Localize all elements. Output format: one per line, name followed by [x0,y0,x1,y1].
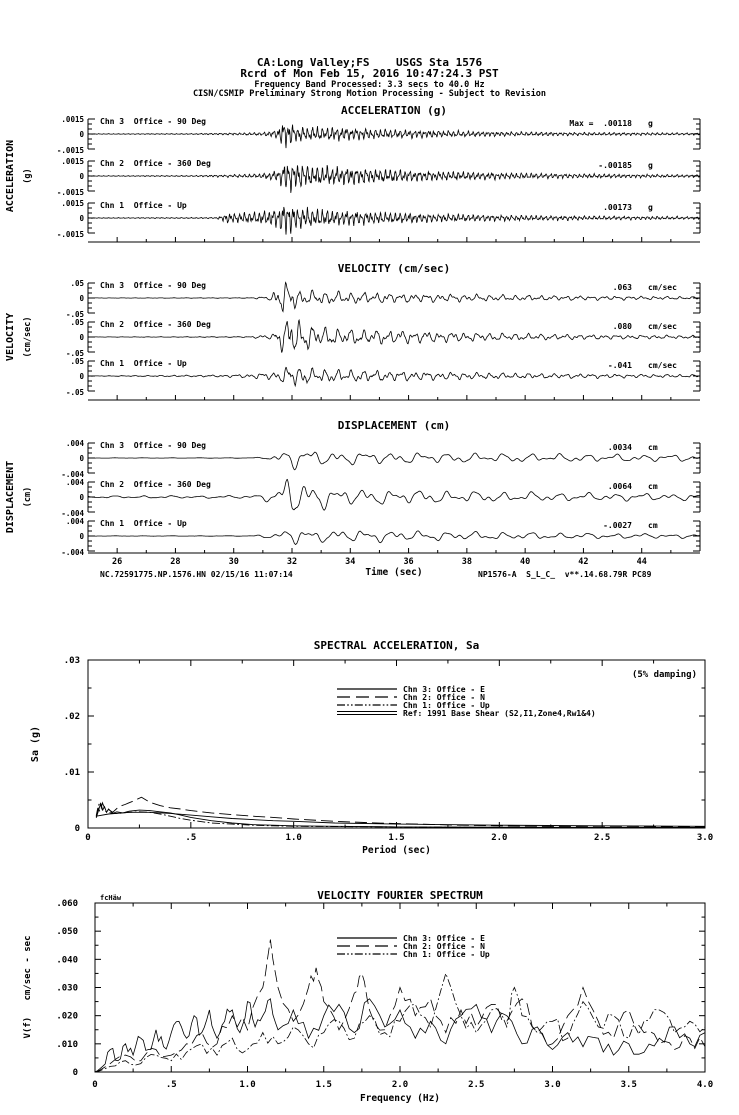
spectral-acceleration-plot [0,640,739,855]
x-tick-label: 1.5 [388,833,405,843]
sa-chart-title: SPECTRAL ACCELERATION, Sa [313,639,480,652]
y-tick-label: .004 [65,439,84,448]
velocity-section-title: VELOCITY (cm/sec) [337,262,451,275]
x-tick-label: 1.0 [239,1080,256,1090]
peak-unit-label: g [648,203,653,212]
time-tick-label: 42 [578,557,589,567]
record-timestamp: Rcrd of Mon Feb 15, 2016 10:47:24.3 PST [240,67,499,80]
y-tick-label: .004 [65,517,84,526]
x-tick-label: 2.0 [391,1080,409,1090]
side-unit-displacement: (cm) [23,486,33,508]
time-axis-label: Time (sec) [365,567,423,578]
x-tick-label: .5 [185,833,197,843]
y-tick-label: -.004 [61,470,84,479]
side-unit-acceleration: (g) [23,168,33,184]
channel-label: Chn 1 Office - Up [100,201,187,210]
x-tick-label: 3.0 [696,833,714,843]
corner-frequency-label: fcHäw [100,894,122,902]
y-tick-label: .0015 [61,115,84,124]
x-tick-label: 3.0 [544,1080,561,1090]
time-tick-label: 40 [520,557,531,567]
y-axis-title: Sa (g) [30,725,41,763]
peak-unit-label: cm [648,443,658,452]
peak-value-label: .080 [612,322,632,331]
side-label-displacement: DISPLACEMENT [5,460,16,534]
y-tick-label: .05 [70,318,84,327]
period-axis-label: Period (sec) [362,845,431,856]
y-tick-label: .050 [56,927,78,938]
damping-note: (5% damping) [631,670,697,680]
station-title: CA:Long Valley;FS USGS Sta 1576 [256,56,483,69]
peak-unit-label: cm/sec [648,322,677,331]
time-tick-label: 26 [112,557,123,567]
x-tick-label: 1.5 [315,1080,332,1090]
y-tick-label: .03 [63,656,80,666]
x-tick-label: .5 [165,1080,177,1090]
legend-label: Chn 1: Office - Up [403,701,490,710]
x-tick-label: 2.5 [468,1080,485,1090]
time-tick-label: 30 [228,557,239,567]
y-tick-label: .030 [56,983,78,994]
time-tick-label: 34 [345,557,356,567]
legend-label: Chn 2: Office - N [403,693,485,702]
y-tick-label: -.05 [65,349,84,358]
x-tick-label: 2.0 [491,833,508,843]
y-tick-label: -.004 [61,509,84,518]
processing-disclaimer: CISN/CSMIP Preliminary Strong Motion Processing - Subject to Revision [192,89,547,99]
fourier-chart-title: VELOCITY FOURIER SPECTRUM [317,889,483,902]
y-tick-label: .0015 [61,199,84,208]
channel-label: Chn 3 Office - 90 Deg [100,281,206,290]
y-tick-label: 0 [79,532,84,541]
peak-value-label: -.00185 [598,161,632,170]
waveform-trace-displacement-3 [88,452,700,470]
y-tick-label: -.0015 [56,230,84,239]
peak-value-label: Max = .00118 [569,119,632,128]
y-tick-label: 0 [79,493,84,502]
y-tick-label: 0 [79,454,84,463]
channel-label: Chn 2 Office - 360 Deg [100,320,211,329]
time-tick-label: 38 [461,557,472,567]
legend-label: Chn 1: Office - Up [403,950,490,959]
x-tick-label: 3.5 [620,1080,637,1090]
y-tick-label: 0 [74,824,80,834]
legend-label: Chn 2: Office - N [403,942,485,951]
y-tick-label: .040 [56,955,78,966]
y-tick-label: .01 [63,768,80,778]
y-tick-label: 0 [79,172,84,181]
y-tick-label: -.0015 [56,188,84,197]
displacement-section-title: DISPLACEMENT (cm) [337,419,451,432]
channel-label: Chn 2 Office - 360 Deg [100,159,211,168]
legend-label: Ref: 1991 Base Shear (S2,I1,Zone4,Rw1&4) [403,709,596,718]
y-tick-label: 0 [79,294,84,303]
waveform-trace-acceleration-3 [88,125,700,149]
peak-value-label: .0064 [607,482,632,491]
y-tick-label: -.05 [65,388,84,397]
velocity-fourier-plot [0,880,739,1115]
y-tick-label: .0015 [61,157,84,166]
waveform-trace-velocity-1 [88,367,700,385]
peak-unit-label: cm/sec [648,283,677,292]
x-tick-label: 2.5 [594,833,611,843]
spectrum-line-chn3 [95,999,705,1072]
peak-value-label: .0034 [607,443,632,452]
y-tick-label: 0 [79,214,84,223]
channel-label: Chn 3 Office - 90 Deg [100,117,206,126]
y-tick-label: .05 [70,279,84,288]
peak-value-label: -.041 [607,361,632,370]
y-tick-label: 0 [79,333,84,342]
y-tick-label: .020 [56,1011,78,1022]
y-tick-label: .060 [56,899,78,909]
x-tick-label: 0 [85,833,91,843]
legend-label: Chn 3: Office - E [403,685,485,694]
peak-unit-label: cm [648,482,658,491]
y-tick-label: -.004 [61,548,84,557]
frequency-axis-label: Frequency (Hz) [359,1093,441,1104]
time-tick-label: 32 [286,557,298,567]
channel-label: Chn 1 Office - Up [100,359,187,368]
time-tick-label: 28 [170,557,181,567]
peak-unit-label: g [648,119,653,128]
peak-unit-label: cm/sec [648,361,677,370]
series-line-chn2 [96,797,705,827]
y-tick-label: .004 [65,478,84,487]
x-tick-label: 1.0 [285,833,302,843]
y-tick-label: 0 [79,372,84,381]
y-tick-label: .02 [63,712,80,722]
channel-label: Chn 3 Office - 90 Deg [100,441,206,450]
side-unit-velocity: (cm/sec) [23,316,33,358]
time-tick-label: 36 [403,557,414,567]
plot-frame [88,660,705,828]
side-label-velocity: VELOCITY [5,312,16,362]
peak-unit-label: g [648,161,653,170]
y-tick-label: .05 [70,357,84,366]
y-tick-label: 0 [72,1068,78,1078]
legend-label: Chn 3: Office - E [403,934,485,943]
frequency-band-note: Frequency Band Processed: 3.3 secs to 40.0 Hz [254,80,485,90]
y-tick-label: -.05 [65,310,84,319]
y-tick-label: .010 [56,1039,78,1050]
y-axis-title: V(f) cm/sec - sec [23,935,33,1039]
waveform-trace-displacement-1 [88,531,700,545]
timeseries-plot [0,100,739,590]
y-tick-label: 0 [79,130,84,139]
channel-label: Chn 1 Office - Up [100,519,187,528]
y-tick-label: -.0015 [56,146,84,155]
peak-value-label: -.0027 [603,521,632,530]
peak-value-label: .00173 [603,203,632,212]
channel-label: Chn 2 Office - 360 Deg [100,480,211,489]
time-tick-label: 44 [636,557,647,567]
peak-value-label: .063 [612,283,632,292]
peak-unit-label: cm [648,521,658,530]
acceleration-section-title: ACCELERATION (g) [341,104,447,117]
record-id-footer: NC.72591775.NP.1576.HN 02/15/16 11:07:14 [100,570,293,579]
x-tick-label: 4.0 [696,1080,714,1090]
processing-id-footer: NP1576-A S_L_C_ v**.14.68.79R PC89 [478,570,652,579]
x-tick-label: 0 [92,1080,98,1090]
side-label-acceleration: ACCELERATION [5,139,16,213]
